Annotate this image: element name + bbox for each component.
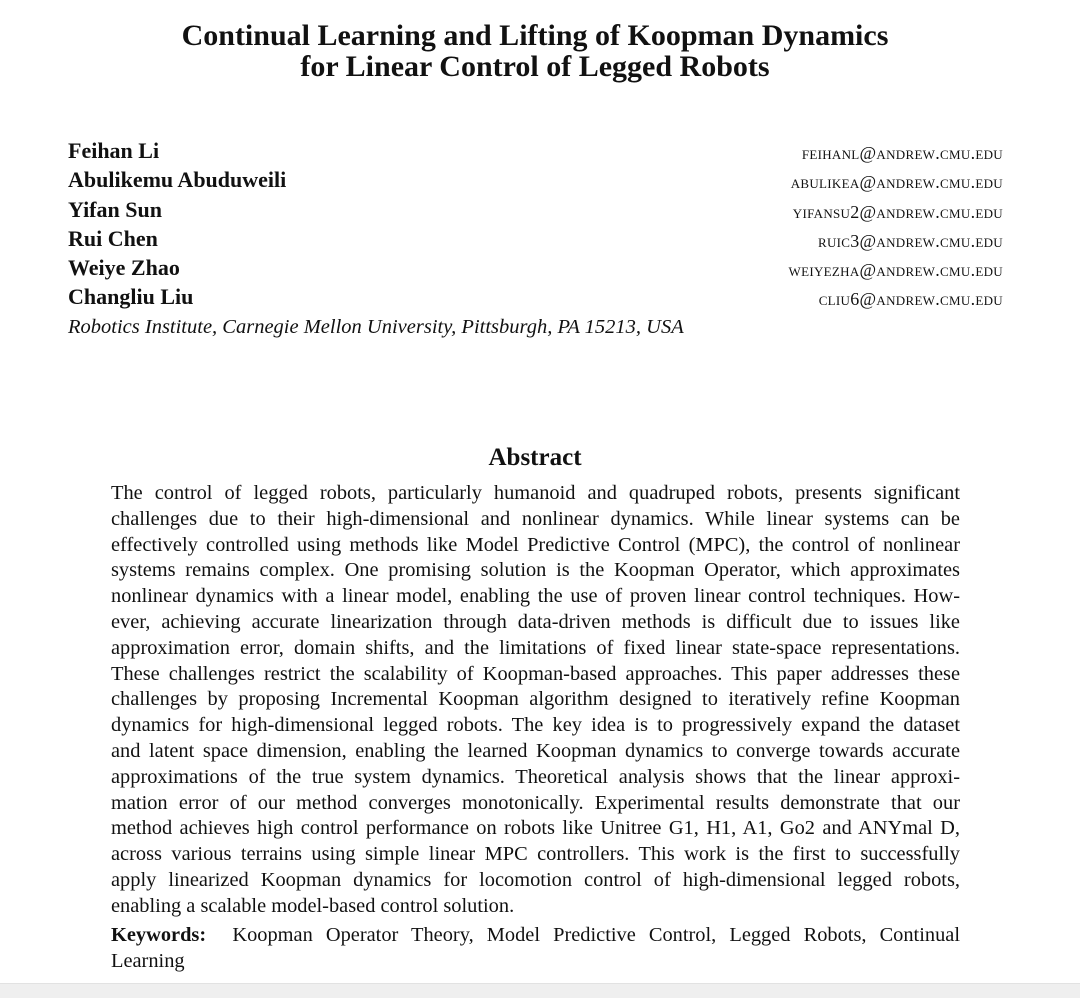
author-row: [68, 195, 1003, 224]
affiliation: Robotics Institute, Carnegie Mellon University, Pittsburgh, PA 15213, USA: [68, 316, 684, 338]
abstract-heading: Abstract: [488, 444, 582, 471]
abstract-line: mation error of our method converges monotonically. Experimental results demonstrate that our: [111, 791, 960, 814]
author-email: feihanl@andrew.cmu.edu: [801, 143, 1003, 163]
abstract-line: effectively controlled using methods like Model Predictive Control (MPC), the control of nonlinear: [111, 533, 960, 556]
author-row: [68, 136, 1003, 165]
paper-title-line-2: for Linear Control of Legged Robots: [300, 50, 770, 83]
abstract-line: method achieves high control performance on robots like Unitree G1, H1, A1, Go2 and ANYmal D,: [111, 817, 960, 840]
abstract-line: apply linearized Koopman dynamics for locomotion control of high-dimensional legged robots,: [111, 868, 960, 891]
author-name: Weiye Zhao: [68, 255, 180, 281]
abstract-line: These challenges restrict the scalability of Koopman-based approaches. This paper addresses these: [111, 662, 960, 685]
author-name: Rui Chen: [68, 225, 158, 251]
abstract-line: enabling a scalable model-based control solution.: [111, 894, 515, 917]
abstract-line: challenges by proposing Incremental Koopman algorithm designed to iteratively refine Koopman: [111, 688, 960, 711]
abstract-line: systems remains complex. One promising solution is the Koopman Operator, which approximates: [111, 559, 960, 582]
author-email: weiyezha@andrew.cmu.edu: [788, 260, 1003, 281]
author-name: Feihan Li: [68, 138, 160, 163]
paper-title-line-1: Continual Learning and Lifting of Koopman Dynamics: [181, 19, 889, 52]
abstract-body: [111, 481, 960, 920]
author-row: [68, 253, 1003, 282]
author-name: Yifan Sun: [68, 196, 162, 222]
abstract-line: dynamics for high-dimensional legged robots. The key idea is to progressively expand the dataset: [111, 714, 960, 737]
author-list: [68, 136, 1003, 312]
abstract-line: approximation error, domain shifts, and the limitations of fixed linear state-space representations.: [111, 636, 960, 659]
author-row: [68, 282, 1003, 311]
keywords-line-1: [111, 923, 960, 949]
keywords-label: Keywords:: [111, 924, 207, 946]
author-email: ruic3@andrew.cmu.edu: [817, 230, 1003, 251]
author-row: [68, 165, 1003, 194]
abstract-line: across various terrains using simple linear MPC controllers. This work is the first to successfully: [111, 843, 960, 866]
author-name: Abulikemu Abuduweili: [68, 167, 287, 193]
abstract-line: ever, achieving accurate linearization through data-driven methods is difficult due to issues like: [111, 610, 960, 633]
abstract-line: approximations of the true system dynamics. Theoretical analysis shows that the linear approxi-: [111, 765, 960, 788]
keywords-line-2: Learning: [111, 949, 185, 972]
author-row: [68, 224, 1003, 253]
author-email: yifansu2@andrew.cmu.edu: [792, 201, 1003, 222]
author-email: cliu6@andrew.cmu.edu: [818, 289, 1003, 310]
author-email: abulikea@andrew.cmu.edu: [790, 172, 1003, 193]
keywords: [111, 923, 960, 975]
author-name: Changliu Liu: [68, 284, 194, 310]
viewer-bottom-bar: [0, 983, 1080, 998]
abstract-line: The control of legged robots, particularly humanoid and quadruped robots, presents significant: [111, 482, 960, 504]
paper-title: [0, 20, 1070, 82]
keywords-text: Koopman Operator Theory, Model Predictive Control, Legged Robots, Continual: [232, 924, 960, 946]
abstract-line: challenges due to their high-dimensional and nonlinear dynamics. While linear systems can be: [111, 507, 960, 530]
abstract-line: nonlinear dynamics with a linear model, enabling the use of proven linear control techniques. How-: [111, 585, 960, 608]
abstract-line: and latent space dimension, enabling the learned Koopman dynamics to converge towards accurate: [111, 739, 960, 762]
